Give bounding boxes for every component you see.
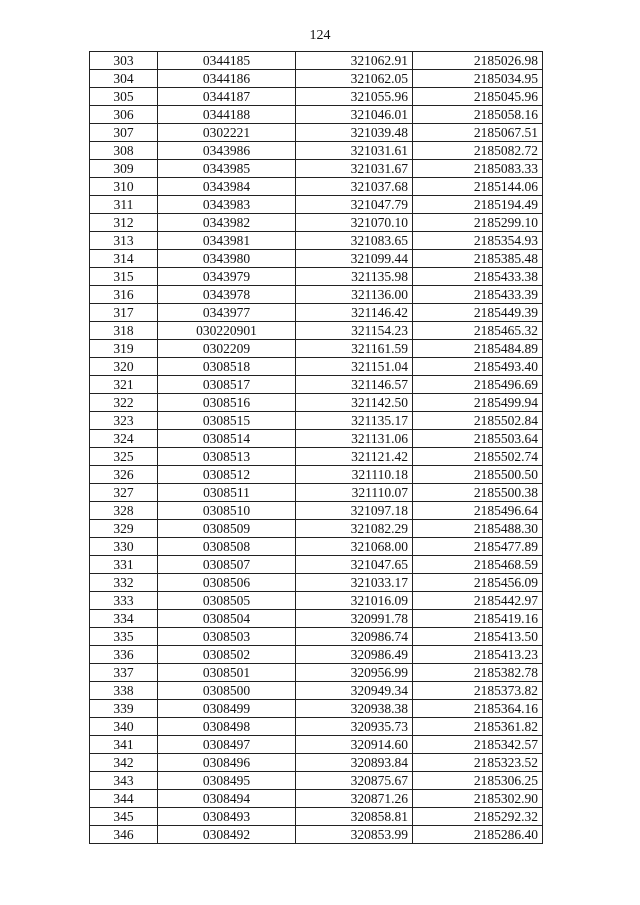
point-number-cell: 335: [90, 628, 158, 646]
table-row: [90, 538, 543, 556]
point-number-cell: 343: [90, 772, 158, 790]
point-code-cell: 0343977: [158, 304, 296, 322]
point-code-cell: 0308513: [158, 448, 296, 466]
x-coordinate-cell: 321082.29: [296, 520, 413, 538]
point-number-cell: 305: [90, 88, 158, 106]
table-row: [90, 574, 543, 592]
y-coordinate-cell: 2185067.51: [413, 124, 543, 142]
point-number-cell: 327: [90, 484, 158, 502]
point-number-cell: 306: [90, 106, 158, 124]
y-coordinate-cell: 2185502.74: [413, 448, 543, 466]
y-coordinate-cell: 2185306.25: [413, 772, 543, 790]
point-code-cell: 0308510: [158, 502, 296, 520]
point-code-cell: 0343982: [158, 214, 296, 232]
table-row: [90, 232, 543, 250]
table-row: [90, 610, 543, 628]
point-code-cell: 0308505: [158, 592, 296, 610]
x-coordinate-cell: 320949.34: [296, 682, 413, 700]
point-number-cell: 325: [90, 448, 158, 466]
point-number-cell: 331: [90, 556, 158, 574]
point-code-cell: 0308493: [158, 808, 296, 826]
point-number-cell: 312: [90, 214, 158, 232]
table-row: [90, 196, 543, 214]
table-row: [90, 214, 543, 232]
point-number-cell: 318: [90, 322, 158, 340]
table-row: [90, 250, 543, 268]
point-code-cell: 0344188: [158, 106, 296, 124]
table-row: [90, 592, 543, 610]
table-row: [90, 664, 543, 682]
point-code-cell: 0308504: [158, 610, 296, 628]
table-row: [90, 628, 543, 646]
x-coordinate-cell: 321033.17: [296, 574, 413, 592]
point-code-cell: 0343986: [158, 142, 296, 160]
y-coordinate-cell: 2185364.16: [413, 700, 543, 718]
table-row: [90, 394, 543, 412]
table-row: [90, 466, 543, 484]
point-number-cell: 330: [90, 538, 158, 556]
y-coordinate-cell: 2185361.82: [413, 718, 543, 736]
y-coordinate-cell: 2185477.89: [413, 538, 543, 556]
x-coordinate-cell: 321047.65: [296, 556, 413, 574]
point-number-cell: 323: [90, 412, 158, 430]
y-coordinate-cell: 2185500.50: [413, 466, 543, 484]
point-number-cell: 336: [90, 646, 158, 664]
y-coordinate-cell: 2185026.98: [413, 52, 543, 70]
table-row: [90, 52, 543, 70]
x-coordinate-cell: 321062.91: [296, 52, 413, 70]
table-row: [90, 124, 543, 142]
point-code-cell: 0343979: [158, 268, 296, 286]
point-number-cell: 328: [90, 502, 158, 520]
table-row: [90, 142, 543, 160]
point-code-cell: 0308517: [158, 376, 296, 394]
point-code-cell: 0308502: [158, 646, 296, 664]
x-coordinate-cell: 320871.26: [296, 790, 413, 808]
table-row: [90, 106, 543, 124]
point-number-cell: 314: [90, 250, 158, 268]
x-coordinate-cell: 321031.61: [296, 142, 413, 160]
y-coordinate-cell: 2185413.23: [413, 646, 543, 664]
x-coordinate-cell: 321121.42: [296, 448, 413, 466]
point-code-cell: 0308494: [158, 790, 296, 808]
point-code-cell: 0308503: [158, 628, 296, 646]
y-coordinate-cell: 2185500.38: [413, 484, 543, 502]
x-coordinate-cell: 321070.10: [296, 214, 413, 232]
x-coordinate-cell: 320986.49: [296, 646, 413, 664]
point-code-cell: 0308501: [158, 664, 296, 682]
table-row: [90, 682, 543, 700]
y-coordinate-cell: 2185502.84: [413, 412, 543, 430]
x-coordinate-cell: 320853.99: [296, 826, 413, 844]
point-code-cell: 0308514: [158, 430, 296, 448]
point-number-cell: 310: [90, 178, 158, 196]
y-coordinate-cell: 2185488.30: [413, 520, 543, 538]
point-number-cell: 337: [90, 664, 158, 682]
point-code-cell: 0308497: [158, 736, 296, 754]
point-code-cell: 0343983: [158, 196, 296, 214]
point-number-cell: 344: [90, 790, 158, 808]
x-coordinate-cell: 320875.67: [296, 772, 413, 790]
table-row: [90, 700, 543, 718]
x-coordinate-cell: 321146.57: [296, 376, 413, 394]
point-number-cell: 309: [90, 160, 158, 178]
point-code-cell: 0308498: [158, 718, 296, 736]
table-row: [90, 646, 543, 664]
point-number-cell: 339: [90, 700, 158, 718]
table-row: [90, 340, 543, 358]
x-coordinate-cell: 320935.73: [296, 718, 413, 736]
y-coordinate-cell: 2185503.64: [413, 430, 543, 448]
table-row: [90, 448, 543, 466]
table-row: [90, 286, 543, 304]
x-coordinate-cell: 320986.74: [296, 628, 413, 646]
point-code-cell: 0343981: [158, 232, 296, 250]
y-coordinate-cell: 2185299.10: [413, 214, 543, 232]
x-coordinate-cell: 321161.59: [296, 340, 413, 358]
x-coordinate-cell: 320956.99: [296, 664, 413, 682]
y-coordinate-cell: 2185194.49: [413, 196, 543, 214]
table-row: [90, 826, 543, 844]
y-coordinate-cell: 2185292.32: [413, 808, 543, 826]
point-number-cell: 332: [90, 574, 158, 592]
point-number-cell: 338: [90, 682, 158, 700]
point-code-cell: 0308499: [158, 700, 296, 718]
table-row: [90, 484, 543, 502]
x-coordinate-cell: 321016.09: [296, 592, 413, 610]
table-row: [90, 268, 543, 286]
x-coordinate-cell: 321068.00: [296, 538, 413, 556]
point-code-cell: 0344187: [158, 88, 296, 106]
y-coordinate-cell: 2185449.39: [413, 304, 543, 322]
x-coordinate-cell: 321136.00: [296, 286, 413, 304]
point-number-cell: 346: [90, 826, 158, 844]
point-number-cell: 316: [90, 286, 158, 304]
point-code-cell: 0308518: [158, 358, 296, 376]
x-coordinate-cell: 321047.79: [296, 196, 413, 214]
point-code-cell: 0344186: [158, 70, 296, 88]
point-code-cell: 0308496: [158, 754, 296, 772]
point-number-cell: 342: [90, 754, 158, 772]
table-row: [90, 88, 543, 106]
point-code-cell: 0308508: [158, 538, 296, 556]
x-coordinate-cell: 321110.07: [296, 484, 413, 502]
table-row: [90, 736, 543, 754]
point-number-cell: 319: [90, 340, 158, 358]
point-number-cell: 334: [90, 610, 158, 628]
point-code-cell: 0308509: [158, 520, 296, 538]
point-code-cell: 0308500: [158, 682, 296, 700]
x-coordinate-cell: 320858.81: [296, 808, 413, 826]
x-coordinate-cell: 321135.17: [296, 412, 413, 430]
point-code-cell: 0308515: [158, 412, 296, 430]
x-coordinate-cell: 321097.18: [296, 502, 413, 520]
point-number-cell: 315: [90, 268, 158, 286]
point-code-cell: 0343978: [158, 286, 296, 304]
table-row: [90, 412, 543, 430]
y-coordinate-cell: 2185413.50: [413, 628, 543, 646]
table-row: [90, 376, 543, 394]
table-row: [90, 358, 543, 376]
point-code-cell: 0302209: [158, 340, 296, 358]
point-number-cell: 322: [90, 394, 158, 412]
table-row: [90, 178, 543, 196]
x-coordinate-cell: 320991.78: [296, 610, 413, 628]
point-code-cell: 0344185: [158, 52, 296, 70]
point-number-cell: 313: [90, 232, 158, 250]
point-code-cell: 0308512: [158, 466, 296, 484]
x-coordinate-cell: 321055.96: [296, 88, 413, 106]
x-coordinate-cell: 321039.48: [296, 124, 413, 142]
y-coordinate-cell: 2185382.78: [413, 664, 543, 682]
point-number-cell: 340: [90, 718, 158, 736]
x-coordinate-cell: 321099.44: [296, 250, 413, 268]
point-number-cell: 326: [90, 466, 158, 484]
y-coordinate-cell: 2185493.40: [413, 358, 543, 376]
table-row: [90, 502, 543, 520]
y-coordinate-cell: 2185034.95: [413, 70, 543, 88]
y-coordinate-cell: 2185058.16: [413, 106, 543, 124]
x-coordinate-cell: 321083.65: [296, 232, 413, 250]
point-code-cell: 0308495: [158, 772, 296, 790]
point-code-cell: 0308492: [158, 826, 296, 844]
x-coordinate-cell: 321146.42: [296, 304, 413, 322]
table-row: [90, 808, 543, 826]
point-number-cell: 341: [90, 736, 158, 754]
y-coordinate-cell: 2185419.16: [413, 610, 543, 628]
y-coordinate-cell: 2185342.57: [413, 736, 543, 754]
point-number-cell: 321: [90, 376, 158, 394]
y-coordinate-cell: 2185468.59: [413, 556, 543, 574]
y-coordinate-cell: 2185354.93: [413, 232, 543, 250]
y-coordinate-cell: 2185499.94: [413, 394, 543, 412]
y-coordinate-cell: 2185442.97: [413, 592, 543, 610]
y-coordinate-cell: 2185083.33: [413, 160, 543, 178]
point-code-cell: 0308506: [158, 574, 296, 592]
x-coordinate-cell: 321110.18: [296, 466, 413, 484]
table-row: [90, 772, 543, 790]
point-code-cell: 0308507: [158, 556, 296, 574]
point-number-cell: 324: [90, 430, 158, 448]
table-row: [90, 790, 543, 808]
point-code-cell: 0302221: [158, 124, 296, 142]
y-coordinate-cell: 2185385.48: [413, 250, 543, 268]
y-coordinate-cell: 2185302.90: [413, 790, 543, 808]
point-number-cell: 303: [90, 52, 158, 70]
table-row: [90, 160, 543, 178]
point-number-cell: 304: [90, 70, 158, 88]
point-number-cell: 333: [90, 592, 158, 610]
x-coordinate-cell: 321046.01: [296, 106, 413, 124]
point-code-cell: 0343980: [158, 250, 296, 268]
x-coordinate-cell: 321142.50: [296, 394, 413, 412]
y-coordinate-cell: 2185496.69: [413, 376, 543, 394]
coordinates-table: [89, 51, 543, 844]
table-row: [90, 556, 543, 574]
table-row: [90, 754, 543, 772]
x-coordinate-cell: 321131.06: [296, 430, 413, 448]
x-coordinate-cell: 321151.04: [296, 358, 413, 376]
table-row: [90, 430, 543, 448]
y-coordinate-cell: 2185373.82: [413, 682, 543, 700]
point-number-cell: 345: [90, 808, 158, 826]
x-coordinate-cell: 321031.67: [296, 160, 413, 178]
point-number-cell: 320: [90, 358, 158, 376]
x-coordinate-cell: 321037.68: [296, 178, 413, 196]
y-coordinate-cell: 2185045.96: [413, 88, 543, 106]
y-coordinate-cell: 2185484.89: [413, 340, 543, 358]
point-number-cell: 311: [90, 196, 158, 214]
x-coordinate-cell: 321135.98: [296, 268, 413, 286]
point-number-cell: 317: [90, 304, 158, 322]
y-coordinate-cell: 2185465.32: [413, 322, 543, 340]
page-number: 124: [309, 28, 331, 43]
y-coordinate-cell: 2185433.38: [413, 268, 543, 286]
x-coordinate-cell: 320938.38: [296, 700, 413, 718]
point-code-cell: 0343985: [158, 160, 296, 178]
x-coordinate-cell: 321154.23: [296, 322, 413, 340]
y-coordinate-cell: 2185433.39: [413, 286, 543, 304]
y-coordinate-cell: 2185456.09: [413, 574, 543, 592]
x-coordinate-cell: 320914.60: [296, 736, 413, 754]
coordinates-table-body: [90, 52, 543, 844]
table-row: [90, 718, 543, 736]
point-code-cell: 0308511: [158, 484, 296, 502]
point-number-cell: 308: [90, 142, 158, 160]
y-coordinate-cell: 2185496.64: [413, 502, 543, 520]
point-number-cell: 329: [90, 520, 158, 538]
point-code-cell: 0343984: [158, 178, 296, 196]
y-coordinate-cell: 2185323.52: [413, 754, 543, 772]
y-coordinate-cell: 2185082.72: [413, 142, 543, 160]
y-coordinate-cell: 2185286.40: [413, 826, 543, 844]
point-code-cell: 0308516: [158, 394, 296, 412]
table-row: [90, 322, 543, 340]
table-row: [90, 520, 543, 538]
point-code-cell: 030220901: [158, 322, 296, 340]
x-coordinate-cell: 321062.05: [296, 70, 413, 88]
y-coordinate-cell: 2185144.06: [413, 178, 543, 196]
point-number-cell: 307: [90, 124, 158, 142]
x-coordinate-cell: 320893.84: [296, 754, 413, 772]
table-row: [90, 304, 543, 322]
table-row: [90, 70, 543, 88]
